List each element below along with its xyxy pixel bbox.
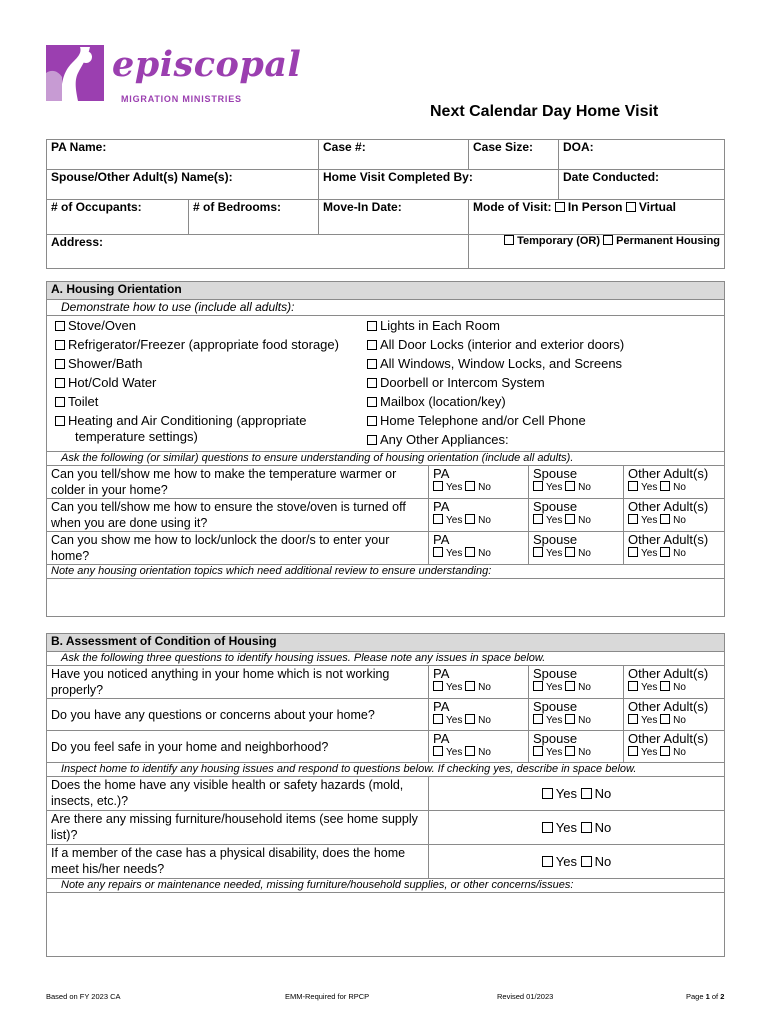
spouse-header: Spouse — [533, 532, 578, 547]
org-subtitle: MIGRATION MINISTRIES — [121, 94, 242, 104]
yes-no-checkboxes[interactable]: Yes No — [433, 481, 524, 493]
other-adults-header: Other Adult(s) — [628, 699, 709, 714]
case-size-field[interactable]: Case Size: — [473, 140, 534, 154]
occupants-field[interactable]: # of Occupants: — [51, 200, 142, 214]
spouse-header: Spouse — [533, 466, 578, 481]
visit-completed-by-field[interactable]: Home Visit Completed By: — [323, 170, 473, 184]
yes-no-checkboxes[interactable]: Yes No — [628, 681, 720, 693]
permanent-label: Permanent Housing — [616, 235, 721, 247]
table-row — [47, 466, 725, 499]
other-adults-header: Other Adult(s) — [628, 731, 709, 746]
virtual-checkbox[interactable] — [626, 202, 636, 212]
section-a-notes-area[interactable] — [47, 579, 725, 617]
section-b-table — [46, 633, 725, 957]
question-text: Does the home have any visible health or safety hazards (mold, insects, etc.)? — [47, 777, 429, 811]
page-title: Next Calendar Day Home Visit — [430, 103, 659, 120]
section-a-note-label: Note any housing orientation topics which need additional review to ensure understanding: — [47, 565, 725, 579]
yes-no-checkboxes[interactable]: Yes No — [433, 514, 524, 526]
other-adults-header: Other Adult(s) — [628, 499, 709, 514]
yes-no-checkboxes[interactable]: Yes No — [533, 714, 619, 726]
question-text: Do you feel safe in your home and neighborhood? — [47, 731, 429, 763]
right-checklist — [359, 316, 624, 449]
case-number-field[interactable]: Case #: — [323, 140, 366, 154]
yes-no-checkboxes[interactable]: Yes No — [533, 746, 619, 758]
section-a-table — [46, 281, 725, 617]
spouse-names-field[interactable]: Spouse/Other Adult(s) Name(s): — [51, 170, 233, 184]
checklist-item[interactable]: Any Other Appliances: — [367, 430, 624, 449]
section-a-instruction: Demonstrate how to use (include all adults): — [47, 300, 725, 316]
yes-no-checkboxes[interactable]: Yes No — [533, 514, 619, 526]
footer-page: Page 1 of 2 — [686, 992, 725, 1001]
footer-center: EMM-Required for RPCP — [285, 992, 370, 1001]
spouse-header: Spouse — [533, 699, 578, 714]
table-row — [47, 731, 725, 763]
checklist-item[interactable]: Heating and Air Conditioning (appropriate — [55, 411, 359, 430]
yes-no-checkboxes[interactable]: Yes No — [429, 811, 725, 845]
yes-no-checkboxes[interactable]: Yes No — [429, 777, 725, 811]
yes-no-checkboxes[interactable]: Yes No — [433, 681, 524, 693]
pa-header: PA — [433, 731, 450, 746]
checklist-item[interactable]: Lights in Each Room — [367, 316, 624, 335]
spouse-header: Spouse — [533, 499, 578, 514]
question-text: Can you tell/show me how to ensure the stove/oven is turned off when you are done using it? — [47, 499, 429, 532]
question-text: Can you tell/show me how to make the temperature warmer or colder in your home? — [47, 466, 429, 499]
section-b-note-label: Note any repairs or maintenance needed, missing furniture/household supplies, or other concerns/issues: — [47, 879, 725, 893]
question-text: Have you noticed anything in your home which is not working properly? — [47, 666, 429, 699]
pa-header: PA — [433, 466, 450, 481]
yes-no-checkboxes[interactable]: Yes No — [533, 681, 619, 693]
info-table — [46, 139, 725, 269]
question-text: Can you show me how to lock/unlock the door/s to enter your home? — [47, 532, 429, 565]
footer-left: Based on FY 2023 CA — [46, 992, 121, 1001]
yes-no-checkboxes[interactable]: Yes No — [628, 481, 720, 493]
table-row — [47, 666, 725, 699]
address-field[interactable]: Address: — [51, 235, 104, 249]
section-b-notes-area[interactable] — [47, 893, 725, 957]
other-adults-header: Other Adult(s) — [628, 466, 709, 481]
pa-name-field[interactable]: PA Name: — [51, 140, 107, 154]
checklist-item[interactable]: Home Telephone and/or Cell Phone — [367, 411, 624, 430]
pa-header: PA — [433, 699, 450, 714]
spouse-header: Spouse — [533, 731, 578, 746]
other-adults-header: Other Adult(s) — [628, 532, 709, 547]
org-name: episcopal — [112, 44, 302, 85]
checklist-item[interactable]: Mailbox (location/key) — [367, 392, 624, 411]
checklist-item[interactable]: Stove/Oven — [55, 316, 359, 335]
left-checklist — [47, 316, 359, 449]
checklist-item[interactable]: Toilet — [55, 392, 359, 411]
temporary-label: Temporary (OR) — [517, 235, 601, 247]
checklist-item[interactable]: Hot/Cold Water — [55, 373, 359, 392]
question-text: Are there any missing furniture/household items (see home supply list)? — [47, 811, 429, 845]
table-row — [47, 532, 725, 565]
date-conducted-field[interactable]: Date Conducted: — [563, 170, 660, 184]
yes-no-checkboxes[interactable]: Yes No — [628, 514, 720, 526]
checklist-item-cont: temperature settings) — [75, 429, 198, 444]
spouse-header: Spouse — [533, 666, 578, 681]
temporary-checkbox[interactable] — [504, 235, 514, 245]
yes-no-checkboxes[interactable]: Yes No — [433, 746, 524, 758]
question-text: If a member of the case has a physical disability, does the home meet his/her needs? — [47, 845, 429, 879]
inspect-instruction: Inspect home to identify any housing issues and respond to questions below. If checking yes, describe in space below. — [47, 763, 725, 777]
yes-no-checkboxes[interactable]: Yes No — [533, 547, 619, 559]
checklist-item[interactable]: All Windows, Window Locks, and Screens — [367, 354, 624, 373]
virtual-label: Virtual — [638, 200, 676, 214]
yes-no-checkboxes[interactable]: Yes No — [433, 547, 524, 559]
yes-no-checkboxes[interactable]: Yes No — [628, 547, 720, 559]
org-logo-mark — [42, 43, 106, 103]
table-row — [47, 845, 725, 879]
table-row — [47, 699, 725, 731]
other-adults-header: Other Adult(s) — [628, 666, 709, 681]
pa-header: PA — [433, 499, 450, 514]
question-text: Do you have any questions or concerns about your home? — [47, 699, 429, 731]
yes-no-checkboxes[interactable]: Yes No — [628, 714, 720, 726]
pa-header: PA — [433, 666, 450, 681]
yes-no-checkboxes[interactable]: Yes No — [433, 714, 524, 726]
permanent-checkbox[interactable] — [603, 235, 613, 245]
section-b-title: B. Assessment of Condition of Housing — [47, 634, 725, 652]
pa-header: PA — [433, 532, 450, 547]
checklist-item[interactable]: Refrigerator/Freezer (appropriate food storage) — [55, 335, 359, 354]
section-a-ask-instruction: Ask the following (or similar) questions to ensure understanding of housing orientation (include all adults). — [47, 452, 725, 466]
checklist-item[interactable]: Doorbell or Intercom System — [367, 373, 624, 392]
checklist-item[interactable]: All Door Locks (interior and exterior doors) — [367, 335, 624, 354]
table-row — [47, 499, 725, 532]
section-b-instruction: Ask the following three questions to identify housing issues. Please note any issues in space below. — [47, 652, 725, 666]
checklist-item[interactable]: Shower/Bath — [55, 354, 359, 373]
move-in-date-field[interactable]: Move-In Date: — [323, 200, 402, 214]
in-person-checkbox[interactable] — [555, 202, 565, 212]
in-person-label: In Person — [567, 200, 623, 214]
footer-revised: Revised 01/2023 — [497, 992, 554, 1001]
yes-no-checkboxes[interactable]: Yes No — [429, 845, 725, 879]
bedrooms-field[interactable]: # of Bedrooms: — [193, 200, 282, 214]
yes-no-checkboxes[interactable]: Yes No — [628, 746, 720, 758]
mode-of-visit-label: Mode of Visit: — [473, 200, 552, 214]
table-row — [47, 777, 725, 811]
yes-no-checkboxes[interactable]: Yes No — [533, 481, 619, 493]
section-a-title: A. Housing Orientation — [47, 282, 725, 300]
table-row — [47, 811, 725, 845]
doa-field[interactable]: DOA: — [563, 140, 594, 154]
